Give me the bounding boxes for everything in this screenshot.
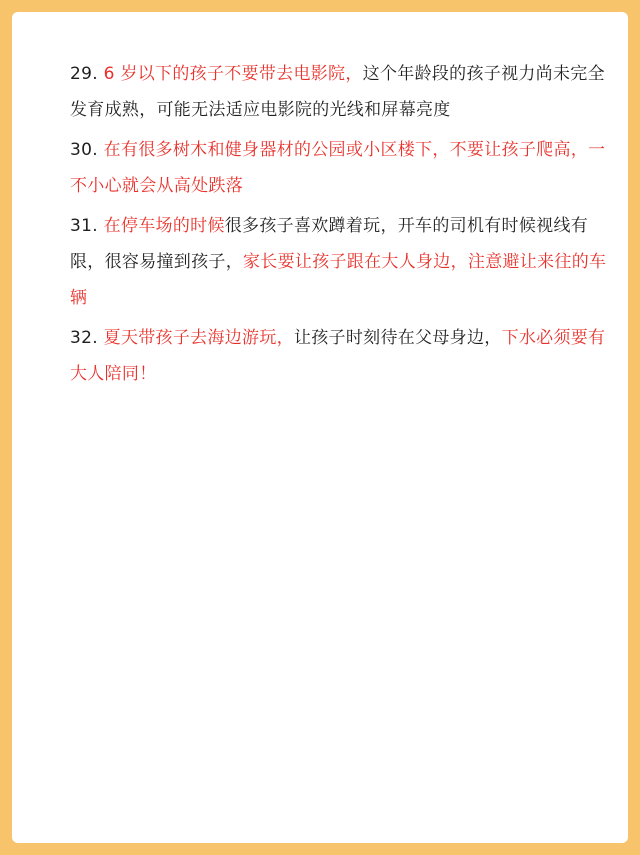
tip-text: 这个年龄段的孩子视力尚未完全发育成熟，可能无法适应电影院的光线和屏幕亮度: [70, 64, 605, 120]
tip-item-30: [70, 132, 610, 204]
tip-highlight: 夏天带孩子去海边游玩，: [97, 328, 294, 348]
tips-list: [70, 56, 610, 396]
tip-highlight: 6 岁以下的孩子不要带去电影院，: [97, 64, 363, 84]
tip-text: 让孩子时刻待在父母身边，: [293, 328, 502, 348]
tip-number: 32.: [70, 328, 98, 348]
tip-text: 很多孩子喜欢蹲着玩，开车的司机有时候视线有限，很容易撞到孩子，: [70, 216, 589, 272]
tip-number: 30.: [70, 140, 98, 160]
tip-highlight: 在有很多树木和健身器材的公园或小区楼下，不要让孩子爬高，一不小心就会从高处跌落: [70, 140, 606, 196]
tip-number: 31.: [70, 216, 98, 236]
tip-item-32: [70, 320, 610, 392]
content-card: [12, 12, 628, 843]
tip-highlight: 下水必须要有大人陪同！: [70, 328, 606, 384]
tip-number: 29.: [70, 64, 98, 84]
tip-highlight: 在停车场的时候: [97, 216, 225, 236]
tip-item-31: [70, 208, 610, 316]
tip-item-29: [70, 56, 610, 128]
tip-highlight: 家长要让孩子跟在大人身边，注意避让来往的车辆: [70, 252, 607, 308]
